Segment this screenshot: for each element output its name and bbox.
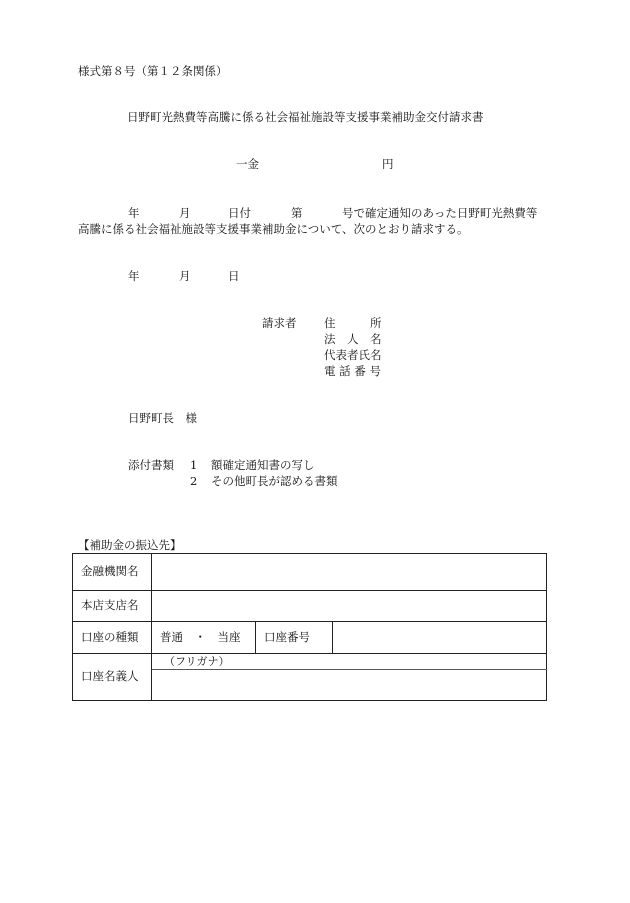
table-row <box>73 654 547 670</box>
branch-label: 本店支店名 <box>73 591 152 622</box>
bank-transfer-table <box>72 553 547 701</box>
body-month: 月 <box>179 206 191 220</box>
attachment-num: 2 <box>190 474 198 488</box>
claimant-corp-name: 法 人 名 <box>324 332 382 346</box>
date-day: 日 <box>228 269 240 283</box>
account-number-field[interactable] <box>333 622 547 654</box>
attachment-text: その他町長が認める書類 <box>211 474 338 488</box>
kana-field[interactable]: （フリガナ） <box>152 654 547 670</box>
body-line1-rest: 号で確定通知のあった日野町光熱費等 <box>342 206 538 220</box>
date-month: 月 <box>179 269 191 283</box>
branch-field[interactable] <box>152 591 547 622</box>
holder-name-field[interactable] <box>152 670 547 701</box>
body-dai: 第 <box>291 206 303 220</box>
document-title: 日野町光熱費等高騰に係る社会福祉施設等支援事業補助金交付請求書 <box>127 110 484 124</box>
bank-heading: 【補助金の振込先】 <box>78 538 182 552</box>
institution-field[interactable] <box>152 554 547 591</box>
amount-prefix: 一金 <box>236 157 259 171</box>
attachment-num: 1 <box>190 458 198 472</box>
account-type-label: 口座の種類 <box>73 622 152 654</box>
holder-label: 口座名義人 <box>73 654 152 701</box>
addressee: 日野町長 様 <box>128 411 197 425</box>
claimant-label: 請求者 <box>262 316 297 330</box>
account-type-options[interactable]: 普通 ・ 当座 <box>152 622 256 654</box>
amount-unit: 円 <box>382 157 394 171</box>
account-number-label: 口座番号 <box>256 622 333 654</box>
body-year: 年 <box>128 206 140 220</box>
institution-label: 金融機関名 <box>73 554 152 591</box>
claimant-rep-name: 代表者氏名 <box>324 348 382 362</box>
attachment-text: 額確定通知書の写し <box>211 458 315 472</box>
table-row <box>73 591 547 622</box>
body-day-attached: 日付 <box>228 206 251 220</box>
date-year: 年 <box>128 269 140 283</box>
body-line2: 高騰に係る社会福祉施設等支援事業補助金について、次のとおり請求する。 <box>78 222 469 236</box>
table-row <box>73 622 547 654</box>
table-row <box>73 554 547 591</box>
attachments-label: 添付書類 <box>128 458 174 472</box>
form-number: 様式第８号（第１２条関係） <box>78 64 228 78</box>
claimant-phone: 電 話 番 号 <box>324 364 381 378</box>
claimant-address: 住 所 <box>324 316 382 330</box>
